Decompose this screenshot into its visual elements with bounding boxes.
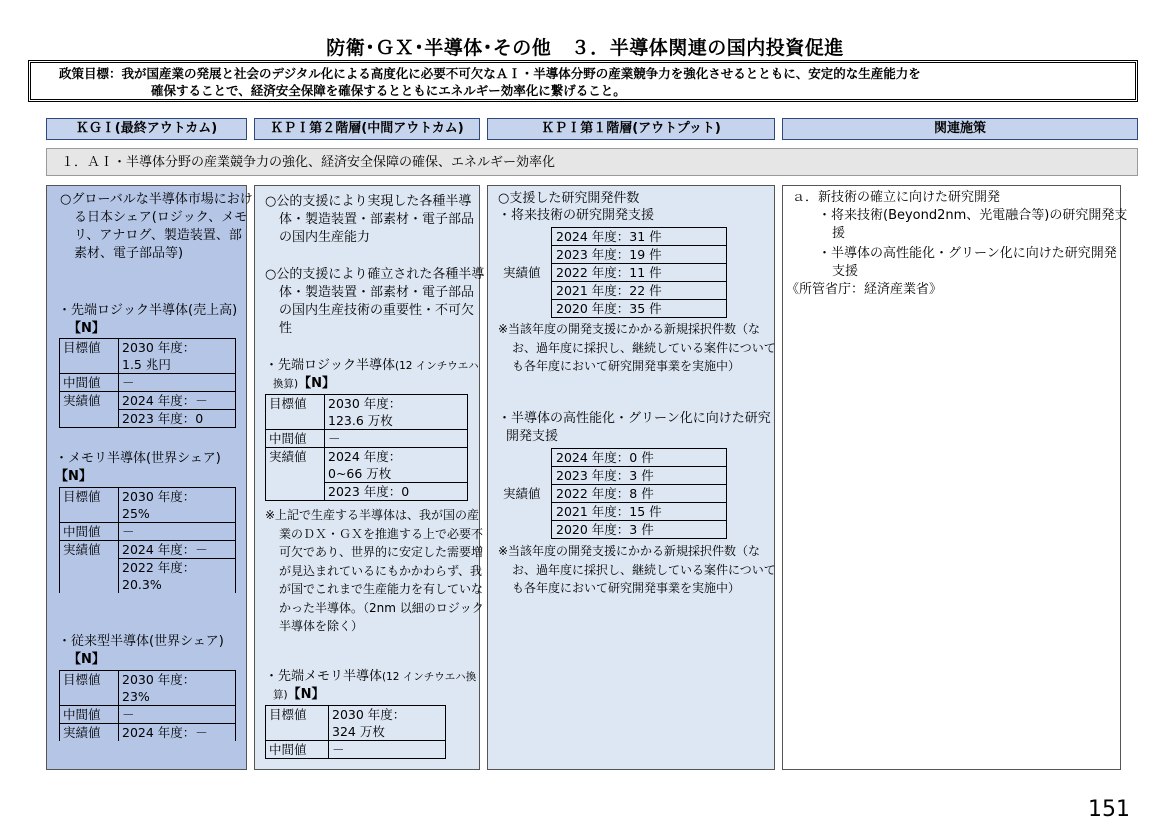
table-cell: 2024 年度：0 件 [552, 449, 727, 467]
table-cell: 2020 年度：35 件 [552, 300, 727, 318]
mid-value: － [119, 374, 236, 392]
kpi2-item-1: ○公的支援により実現した各種半導体・製造装置・部素材・電子部品の国内生産能力 [265, 194, 475, 245]
actual-value-1: 2024 年度：－ [119, 392, 236, 410]
target-value-2: 25% [119, 505, 236, 523]
table-cell: 2024 年度：31 件 [552, 228, 727, 246]
kgi-intro: ○グローバルな半導体市場における日本シェア(ロジック、メモリ、アナログ、製造装置、部素材、電子部品等) [60, 192, 253, 261]
kgi-memory-table [59, 487, 236, 593]
table-cell: 2022 年度：8 件 [552, 485, 727, 503]
kpi2-item-2: ○公的支援により確立された各種半導体・製造装置・部素材・電子部品の国内生産技術の重要性・不可欠性 [265, 267, 485, 336]
table-cell: 2021 年度：15 件 [552, 503, 727, 521]
actual-value-1: 2024 年度：－ [119, 724, 236, 742]
policy-goal-line-1: 政策目標：我が国産業の発展と社会のデジタル化による高度化に必要不可欠なＡＩ・半導体分野の産業競争力を強化させるとともに、安定的な生産能力を [59, 66, 921, 81]
target-value: 2030 年度： [325, 395, 468, 413]
table-cell: 2020 年度：3 件 [552, 521, 727, 539]
n-marker: 【N】 [55, 469, 92, 484]
table-cell: 2023 年度：3 件 [552, 467, 727, 485]
actual-label: 実績値 [60, 724, 119, 742]
kgi-legacy-table [59, 670, 236, 741]
actual-value-2: 2023 年度：0 [119, 410, 236, 428]
header-kpi-2: ＫＰＩ第２階層(中間アウトカム) [254, 118, 480, 140]
header-measures: 関連施策 [782, 118, 1138, 140]
kpi2-memory-heading: ・先端メモリ半導体(12 インチウエハ換算)【N】 [265, 669, 477, 702]
page-number: 151 [1088, 797, 1130, 822]
actual-value-3: 2023 年度：0 [325, 483, 468, 501]
n-marker: 【N】 [287, 687, 325, 702]
kpi1-note-2: ※当該年度の開発支援にかかる新規採択件数（なお、過年度に採択し、継続している案件についても各年度において研究開発事業を実施中） [498, 544, 776, 595]
n-marker: 【N】 [298, 376, 335, 391]
actual-label: 実績値 [60, 392, 119, 410]
mid-label: 中間値 [266, 741, 329, 759]
target-value: 2030 年度： [119, 671, 236, 689]
actual-value-3: 20.3% [119, 576, 236, 593]
mid-value: － [329, 741, 446, 759]
mid-value: － [119, 523, 236, 541]
mid-label: 中間値 [60, 523, 119, 541]
kgi-logic-heading: ・先端ロジック半導体(売上高)【N】 [58, 303, 238, 336]
actual-label: 実績値 [503, 486, 541, 501]
measure-a: ａ．新技術の確立に向けた研究開発 [792, 190, 1001, 205]
actual-label: 実績値 [266, 448, 325, 466]
kpi2-note: ※上記で生産する半導体は、我が国の産業のＤＸ・ＧＸを推進する上で必要不可欠であり、世界的に安定した需要増が見込まれているにもかかわらず、我が国でこれまで生産能力を有していなかった半導体。（2nm 以細のロジック半導体を除く） [265, 508, 484, 633]
policy-goal-line-2: 確保することで、経済安全保障を確保するとともにエネルギー効率化に繋げること。 [151, 83, 626, 98]
target-label: 目標値 [60, 339, 119, 357]
actual-value-1: 2024 年度： [325, 448, 468, 466]
table-cell: 2021 年度：22 件 [552, 282, 727, 300]
target-value-2: 1.5 兆円 [119, 356, 236, 374]
kpi2-memory-table [265, 705, 446, 759]
actual-value-2: 2022 年度： [119, 559, 236, 577]
page-title: 防衛･ＧＸ･半導体･その他 ３．半導体関連の国内投資促進 [326, 37, 844, 59]
target-value-2: 324 万枚 [329, 723, 446, 741]
actual-label: 実績値 [60, 541, 119, 559]
target-label: 目標値 [60, 488, 119, 506]
mid-value: － [325, 430, 468, 448]
kpi1-note-1: ※当該年度の開発支援にかかる新規採択件数（なお、過年度に採択し、継続している案件についても各年度において研究開発事業を実施中） [498, 322, 776, 373]
target-value: 2030 年度： [329, 706, 446, 724]
kgi-logic-table [59, 338, 236, 428]
actual-value-1: 2024 年度：－ [119, 541, 236, 559]
mid-label: 中間値 [60, 706, 119, 724]
kpi2-logic-heading: ・先端ロジック半導体(12 インチウエハ換算)【N】 [265, 358, 479, 391]
n-marker: 【N】 [68, 652, 105, 667]
kpi1-table-1 [499, 227, 727, 318]
mid-label: 中間値 [266, 430, 325, 448]
target-value: 2030 年度： [119, 488, 236, 506]
actual-label: 実績値 [503, 265, 541, 280]
ministry-label: 《所管省庁：経済産業省》 [786, 282, 943, 297]
measure-a-2: ・半導体の高性能化・グリーン化に向けた研究開発支援 [818, 246, 1117, 279]
kgi-memory-heading: ・メモリ半導体(世界シェア) 【N】 [55, 451, 221, 484]
header-kpi-1: ＫＰＩ第１階層(アウトプット) [487, 118, 775, 140]
target-label: 目標値 [266, 395, 325, 413]
mid-label: 中間値 [60, 374, 119, 392]
target-value-2: 123.6 万枚 [325, 412, 468, 430]
target-label: 目標値 [60, 671, 119, 689]
n-marker: 【N】 [68, 321, 105, 336]
kpi1-sub-2: ・半導体の高性能化・グリーン化に向けた研究開発支援 [498, 411, 771, 444]
kgi-legacy-heading: ・従来型半導体(世界シェア)【N】 [58, 634, 224, 667]
kpi1-sub-1: ・将来技術の研究開発支援 [498, 208, 655, 223]
kpi1-table-2 [499, 448, 727, 539]
target-value-2: 23% [119, 688, 236, 706]
kpi2-logic-table [265, 394, 468, 501]
table-cell: 2023 年度：19 件 [552, 246, 727, 264]
section-heading: １．ＡＩ・半導体分野の産業競争力の強化、経済安全保障の確保、エネルギー効率化 [46, 148, 1138, 176]
actual-value-2: 0~66 万枚 [325, 465, 468, 483]
target-label: 目標値 [266, 706, 329, 724]
measure-a-1: ・将来技術(Beyond2nm、光電融合等)の研究開発支援 [818, 208, 1128, 241]
policy-goal-box [28, 60, 1138, 102]
target-value: 2030 年度： [119, 339, 236, 357]
header-kgi: ＫＧＩ(最終アウトカム) [46, 118, 247, 140]
mid-value: － [119, 706, 236, 724]
kpi1-heading: ○支援した研究開発件数 [498, 191, 640, 206]
table-cell: 2022 年度：11 件 [552, 264, 727, 282]
